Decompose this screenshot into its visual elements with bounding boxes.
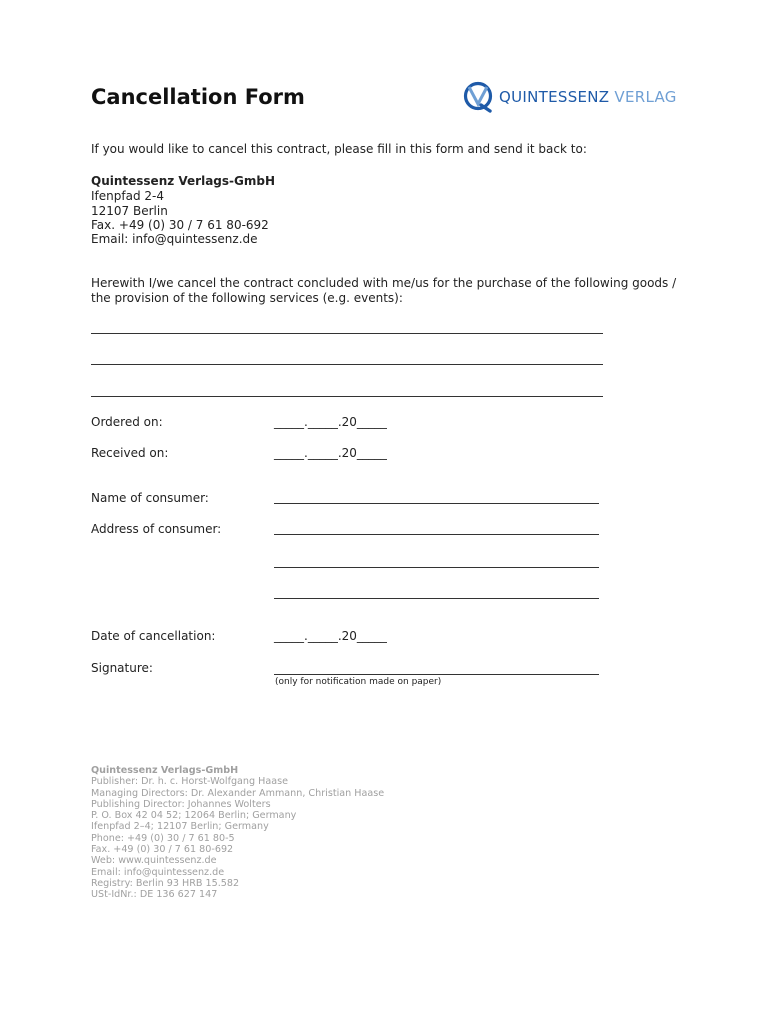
address-street: Ifenpfad 2-4	[91, 189, 164, 203]
consumer-address-line-1[interactable]	[274, 534, 599, 535]
footer-line: Email: info@quintessenz.de	[91, 866, 225, 878]
ordered-on-field[interactable]: _____._____.20_____	[274, 415, 387, 429]
footer-line: Managing Directors: Dr. Alexander Ammann, Christian Haase	[91, 787, 385, 799]
received-on-label: Received on:	[91, 446, 169, 460]
logo-brand-text: QUINTESSENZ	[499, 88, 610, 106]
publisher-logo	[461, 80, 677, 114]
quintessenz-logo-icon	[461, 81, 495, 113]
consumer-address-label: Address of consumer:	[91, 522, 222, 536]
footer-line: Web: www.quintessenz.de	[91, 855, 217, 867]
signature-label: Signature:	[91, 661, 153, 675]
footer-line: P. O. Box 42 04 52; 12064 Berlin; Germany	[91, 810, 297, 822]
ordered-on-label: Ordered on:	[91, 415, 163, 429]
footer-line: Registry: Berlin 93 HRB 15.582	[91, 877, 240, 889]
signature-note: (only for notification made on paper)	[275, 677, 442, 687]
intro-text: If you would like to cancel this contract, please fill in this form and send it back to:	[91, 142, 587, 156]
consumer-address-line-2[interactable]	[274, 567, 599, 568]
footer-line: Fax. +49 (0) 30 / 7 61 80-692	[91, 844, 234, 856]
cancellation-date-label: Date of cancellation:	[91, 629, 216, 643]
page-title: Cancellation Form	[91, 85, 305, 109]
logo-suffix-text: VERLAG	[614, 88, 677, 106]
company-footer	[91, 765, 384, 901]
goods-line-1[interactable]	[91, 333, 603, 334]
address-city: 12107 Berlin	[91, 204, 168, 218]
goods-line-2[interactable]	[91, 364, 603, 365]
signature-field[interactable]	[274, 674, 599, 675]
cancel-statement-line1: Herewith I/we cancel the contract concluded with me/us for the purchase of the following goods /	[91, 276, 677, 290]
footer-company: Quintessenz Verlags-GmbH	[91, 765, 239, 776]
cancel-statement-line2: the provision of the following services (e.g. events):	[91, 291, 403, 305]
goods-line-3[interactable]	[91, 396, 603, 397]
address-email: Email: info@quintessenz.de	[91, 232, 258, 246]
cancellation-date-field[interactable]: _____._____.20_____	[274, 629, 387, 643]
consumer-name-label: Name of consumer:	[91, 491, 209, 505]
footer-line: Phone: +49 (0) 30 / 7 61 80-5	[91, 832, 235, 844]
footer-line: USt-IdNr.: DE 136 627 147	[91, 889, 218, 901]
footer-line: Ifenpfad 2–4; 12107 Berlin; Germany	[91, 821, 269, 833]
footer-line: Publishing Director: Johannes Wolters	[91, 798, 271, 810]
consumer-name-field[interactable]	[274, 503, 599, 504]
footer-line: Publisher: Dr. h. c. Horst-Wolfgang Haase	[91, 776, 289, 788]
address-company: Quintessenz Verlags-GmbH	[91, 174, 276, 188]
address-fax: Fax. +49 (0) 30 / 7 61 80-692	[91, 218, 269, 232]
received-on-field[interactable]: _____._____.20_____	[274, 446, 387, 460]
consumer-address-line-3[interactable]	[274, 598, 599, 599]
